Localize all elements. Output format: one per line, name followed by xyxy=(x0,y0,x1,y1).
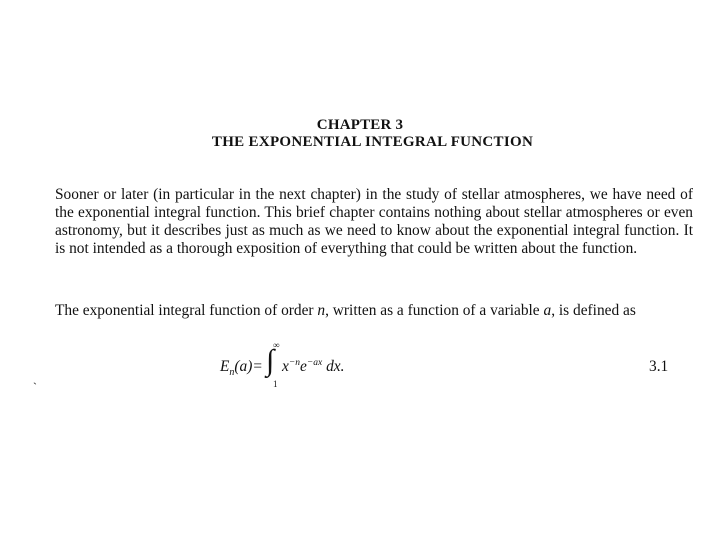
equation-number: 3.1 xyxy=(649,358,669,375)
x-exponent: −n xyxy=(288,358,301,368)
lower-limit: 1 xyxy=(273,379,278,389)
definition-paragraph xyxy=(55,302,693,320)
equation-lhs xyxy=(220,358,263,378)
integral-sign: ∫ xyxy=(266,344,275,377)
function-argument: (a)= xyxy=(234,358,263,375)
definition-text-end: , is defined as xyxy=(551,302,636,319)
differential: dx. xyxy=(326,358,345,376)
definition-text-start: The exponential integral function of order xyxy=(55,302,318,319)
integrand-x: x xyxy=(282,358,289,376)
e-exponent: −ax xyxy=(306,358,323,368)
order-variable: n xyxy=(317,302,326,319)
upper-limit: ∞ xyxy=(273,340,280,350)
chapter-label: CHAPTER 3 xyxy=(316,117,404,133)
definition-text-middle: , written as a function of a variable xyxy=(325,302,544,319)
integrand-e: e xyxy=(300,358,307,376)
stray-mark: ` xyxy=(33,380,37,394)
equation-3-1 xyxy=(220,340,420,390)
integrand xyxy=(282,358,344,376)
chapter-title: THE EXPONENTIAL INTEGRAL FUNCTION xyxy=(211,134,534,150)
function-symbol: E xyxy=(220,358,230,375)
function-order-subscript: n xyxy=(229,367,235,379)
argument-variable: a xyxy=(543,302,552,319)
intro-paragraph: Sooner or later (in particular in the next chapter) in the study of stellar atmospheres, we have need of the exponential integral function. This brief chapter contains nothing about stellar atmospheres or even astronomy, but it describes just as much as we need to know about the exponential integral function. It is not intended as a thorough exposition of everything that could be written about the function. xyxy=(55,186,693,257)
